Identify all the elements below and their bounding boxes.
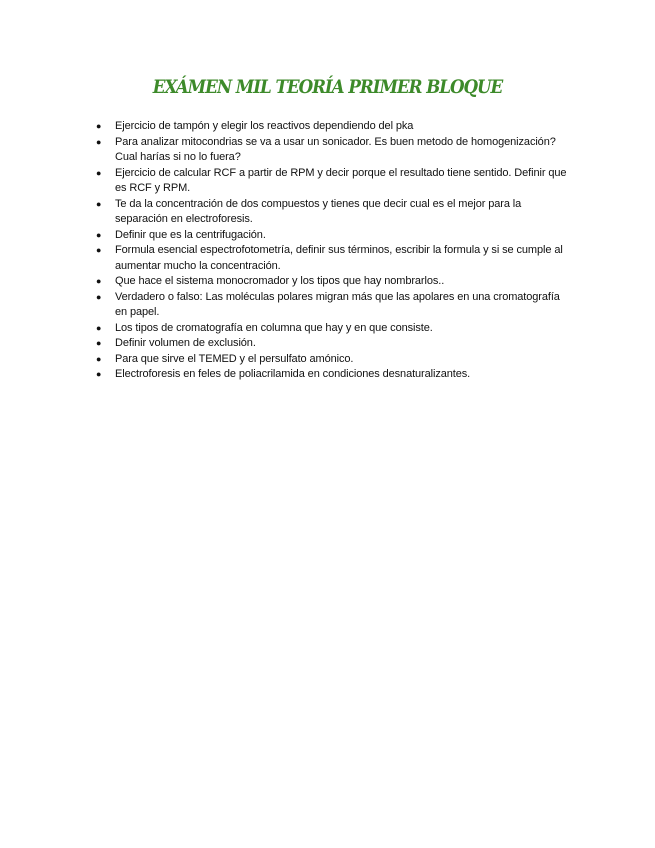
list-item: [92, 274, 567, 290]
bullet-icon: ●: [96, 245, 102, 255]
list-item-text: Formula esencial espectrofotometría, definir sus términos, escribir la formula y si se cumple al aumentar mucho la concentración.: [115, 244, 563, 272]
document-title: EXÁMEN MIL TEORÍA PRIMER BLOQUE: [152, 76, 503, 98]
bullet-icon: ●: [96, 353, 102, 364]
list-item-text: Te da la concentración de dos compuestos y tienes que decir cual es el mejor para la separación en electroforesis.: [115, 197, 522, 225]
list-item: [92, 228, 567, 244]
list-item: [92, 336, 567, 352]
list-item: [92, 321, 567, 337]
bullet-icon: ●: [96, 291, 102, 302]
bullet-icon: ●: [96, 136, 102, 147]
list-item-text: Definir volumen de exclusión.: [115, 337, 256, 349]
list-item-text: Verdadero o falso: Las moléculas polares migran más que las apolares en una cromatografía en papel.: [115, 290, 560, 318]
list-item: [92, 367, 567, 383]
list-item: [92, 243, 567, 274]
bullet-icon: ●: [96, 276, 102, 286]
list-item-text: Ejercicio de tampón y elegir los reactivos dependiendo del pka: [115, 120, 414, 132]
bullet-icon: ●: [96, 121, 102, 131]
list-item: [92, 135, 567, 166]
bullet-icon: ●: [96, 229, 102, 240]
list-item-text: Electroforesis en feles de poliacrilamida en condiciones desnaturalizantes.: [115, 368, 471, 380]
list-item-text: Ejercicio de calcular RCF a partir de RPM y decir porque el resultado tiene sentido. Definir que es RCF y RPM.: [115, 166, 567, 194]
list-item: [92, 166, 567, 197]
list-item-text: Los tipos de cromatografía en columna que hay y en que consiste.: [115, 321, 433, 334]
bullet-icon: ●: [96, 198, 102, 209]
bullet-icon: ●: [96, 369, 102, 379]
question-list: [92, 119, 567, 383]
list-item-text: Que hace el sistema monocromador y los tipos que hay nombrarlos..: [115, 275, 445, 287]
list-item: [92, 352, 567, 368]
list-item: [92, 119, 567, 135]
list-item: [92, 290, 567, 321]
list-item-text: Para que sirve el TEMED y el persulfato amónico.: [115, 352, 354, 365]
list-item: [92, 197, 567, 228]
bullet-icon: ●: [96, 338, 102, 348]
list-item-text: Para analizar mitocondrias se va a usar un sonicador. Es buen metodo de homogenización? Cual harías si no lo fuera?: [115, 135, 556, 163]
list-item-text: Definir que es la centrifugación.: [115, 228, 266, 241]
bullet-icon: ●: [96, 167, 102, 178]
bullet-icon: ●: [96, 322, 102, 333]
